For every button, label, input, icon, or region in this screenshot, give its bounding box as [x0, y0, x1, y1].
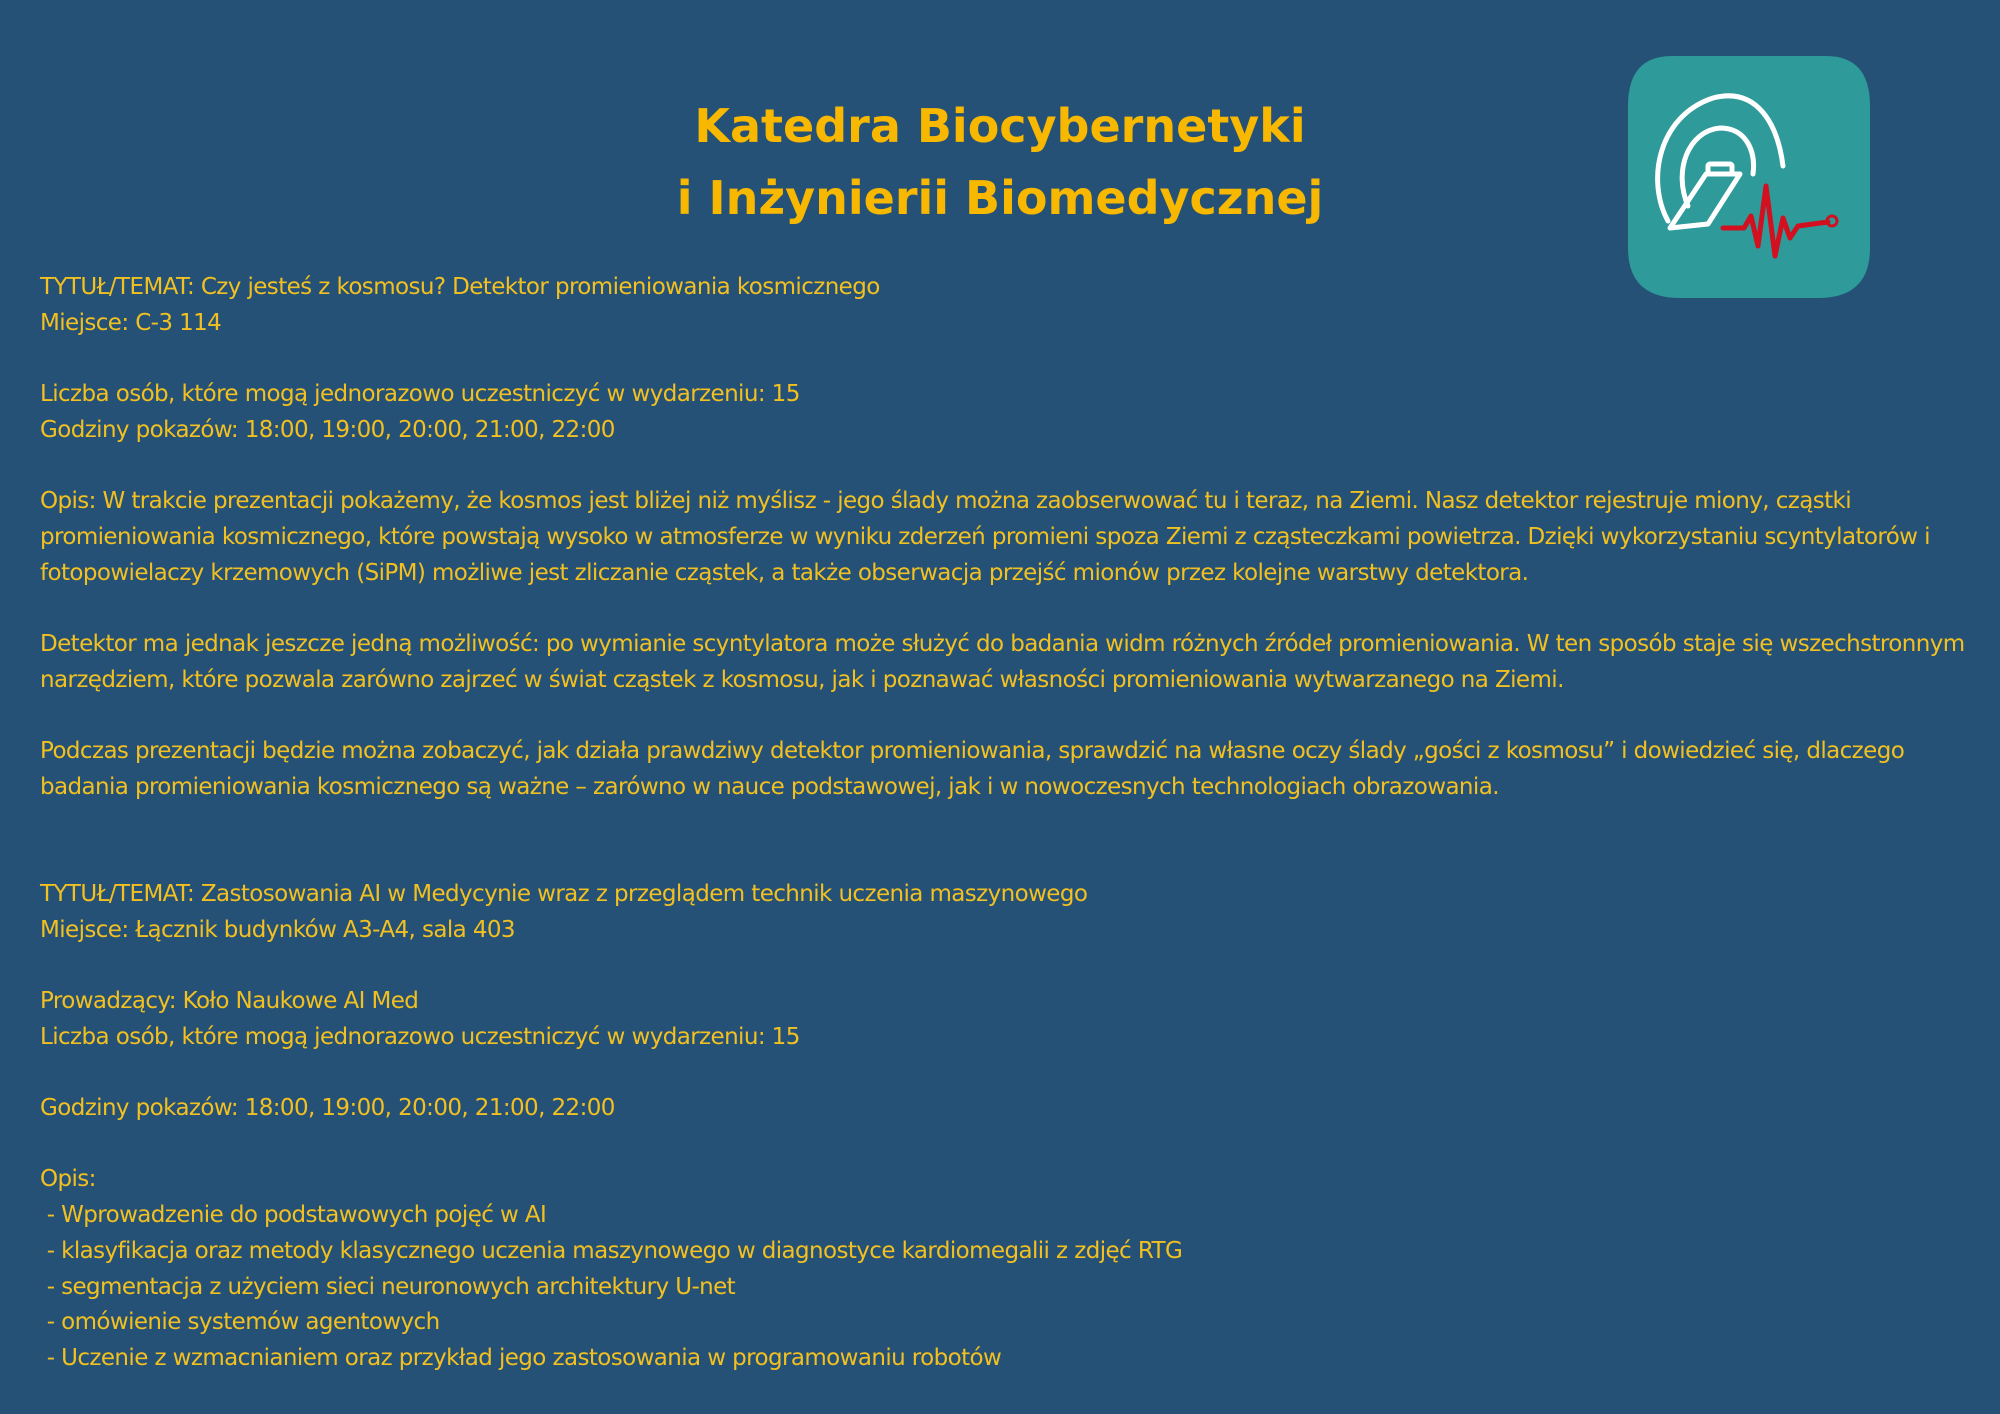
- event-hours: Godziny pokazów: 18:00, 19:00, 20:00, 21:00, 22:00: [40, 1095, 615, 1122]
- event-title: TYTUŁ/TEMAT: Zastosowania AI w Medycynie wraz z przeglądem technik uczenia maszynowego: [40, 880, 1088, 907]
- spacer: [40, 449, 1970, 485]
- event-capacity: Liczba osób, które mogą jednorazowo uczestniczyć w wydarzeniu: 15: [40, 1023, 800, 1050]
- logo-background: [1628, 56, 1870, 298]
- list-item: - omówienie systemów agentowych: [40, 1309, 440, 1336]
- spacer: [40, 1055, 1970, 1091]
- event-description-label: Opis:: [40, 1166, 96, 1193]
- spacer: [40, 1127, 1970, 1163]
- spacer: [40, 341, 1970, 377]
- event-place: Miejsce: C-3 114: [40, 309, 222, 336]
- list-item: - Uczenie z wzmacnianiem oraz przykład jego zastosowania w programowaniu robotów: [40, 1344, 1002, 1371]
- event-leader: Prowadzący: Koło Naukowe AI Med: [40, 987, 419, 1014]
- page-content: [40, 270, 1970, 1377]
- event-hours: Godziny pokazów: 18:00, 19:00, 20:00, 21:00, 22:00: [40, 416, 615, 443]
- event-description-paragraph: Detektor ma jednak jeszcze jedną możliwość: po wymianie scyntylatora może służyć do badania widm różnych źródeł promieniowania. W ten sposób staje się wszechstronnym narzędziem, które pozwala zarówno zajrzeć w świat cząstek z kosmosu, jak i poznawać własności promieniowania wytwarzanego na Ziemi.: [40, 630, 1965, 693]
- spacer: [40, 698, 1970, 734]
- event-section-ai-medicine: [40, 877, 1970, 1377]
- list-item: - klasyfikacja oraz metody klasycznego uczenia maszynowego w diagnostyce kardiomegalii z zdjęć RTG: [40, 1237, 1183, 1264]
- event-capacity: Liczba osób, które mogą jednorazowo uczestniczyć w wydarzeniu: 15: [40, 381, 800, 408]
- mri-scanner-heartbeat-icon: [1628, 56, 1870, 298]
- event-place: Miejsce: Łącznik budynków A3-A4, sala 403: [40, 916, 515, 943]
- section-spacer: [40, 805, 1970, 876]
- event-title: TYTUŁ/TEMAT: Czy jesteś z kosmosu? Detektor promieniowania kosmicznego: [40, 274, 880, 300]
- list-item: - segmentacja z użyciem sieci neuronowych architektury U-net: [40, 1273, 736, 1300]
- event-section-cosmic-detector: [40, 270, 1970, 805]
- spacer: [40, 948, 1970, 984]
- page-title-line-2: i Inżynierii Biomedycznej: [676, 171, 1324, 225]
- page-title-line-1: Katedra Biocybernetyki: [694, 99, 1306, 153]
- list-item: - Wprowadzenie do podstawowych pojęć w AI: [40, 1202, 547, 1229]
- event-description-paragraph: Podczas prezentacji będzie można zobaczyć, jak działa prawdziwy detektor promieniowania, sprawdzić na własne oczy ślady „gości z kosmosu” i dowiedzieć się, dlaczego badania promieniowania kosmicznego są ważne – zarówno w nauce podstawowej, jak i w nowoczesnych technologiach obrazowania.: [40, 738, 1905, 800]
- department-logo: [1628, 56, 1870, 298]
- event-description-paragraph: Opis: W trakcie prezentacji pokażemy, że kosmos jest bliżej niż myślisz - jego ślady można zaobserwować tu i teraz, na Ziemi. Nasz detektor rejestruje miony, cząstki promieniowania kosmicznego, które powstają wysoko w atmosferze w wyniku zderzeń promieni spoza Ziemi z cząsteczkami powietrza. Dzięki wykorzystaniu scyntylatorów i fotopowielaczy krzemowych (SiPM) możliwe jest zliczanie cząstek, a także obserwacja przejść mionów przez kolejne warstwy detektora.: [40, 488, 1930, 586]
- spacer: [40, 591, 1970, 627]
